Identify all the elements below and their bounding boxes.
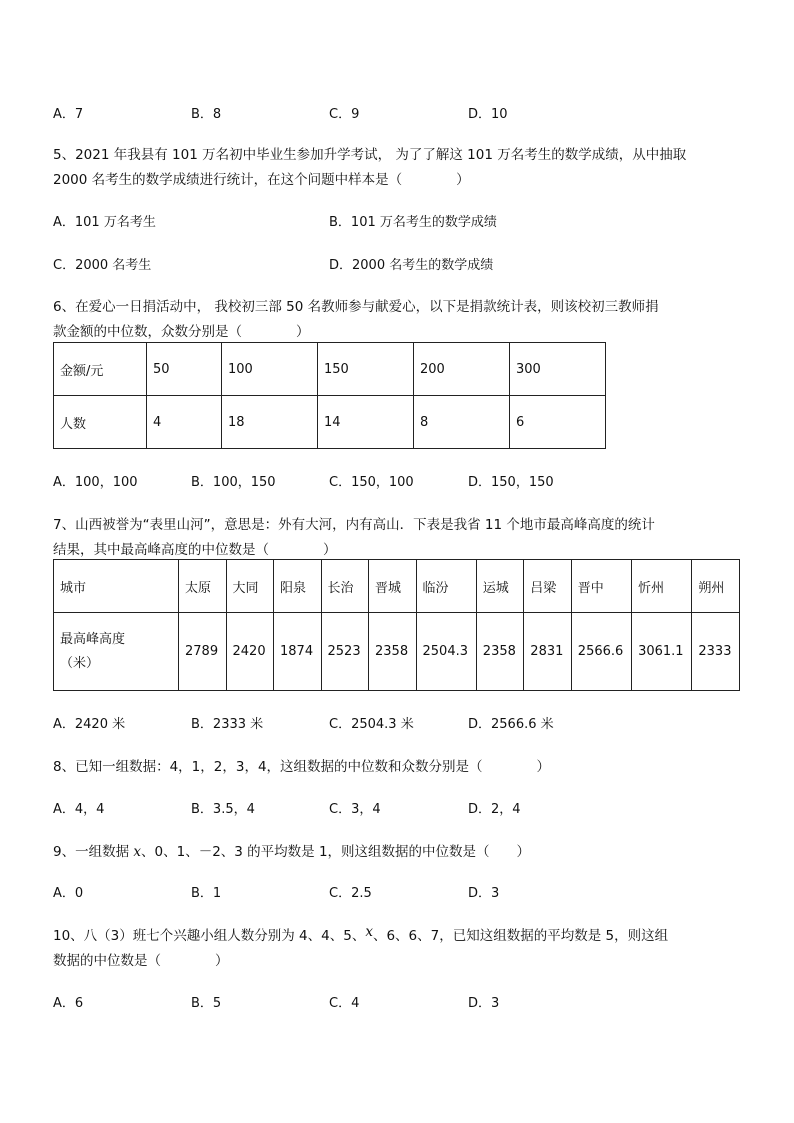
q7-option-c: C．2504.3 米 — [329, 717, 414, 732]
q6-option-a: A．100，100 — [53, 475, 138, 490]
q6-cell: 人数 — [54, 396, 147, 449]
q7-cell: 2504.3 — [416, 613, 476, 691]
q6-option-c: C．150，100 — [329, 475, 414, 490]
q9-option-a: A．0 — [53, 886, 84, 901]
q10-text-line2: 数据的中位数是（ ） — [53, 953, 229, 969]
q8-option-a: A．4，4 — [53, 802, 105, 817]
q10-option-c: C．4 — [329, 996, 360, 1011]
q4-option-d: D．10 — [468, 107, 508, 122]
q9-text-post: 、0、1、－2、3 的平均数是 1，则这组数据的中位数是（ ） — [141, 844, 531, 860]
q9-variable: x — [133, 844, 142, 860]
q6-cell: 6 — [509, 396, 605, 449]
q6-cell: 100 — [221, 343, 317, 396]
q7-option-d: D．2566.6 米 — [468, 717, 554, 732]
q7-cell: 2566.6 — [571, 613, 631, 691]
q7-cell: 2789 — [179, 613, 227, 691]
q5-option-a: A．101 万名考生 — [53, 215, 156, 230]
q8-option-c: C．3，4 — [329, 802, 381, 817]
q8-option-b: B．3.5，4 — [191, 802, 255, 817]
q7-row-label-line2: （米） — [60, 655, 100, 671]
q9-option-d: D．3 — [468, 886, 500, 901]
q6-cell: 18 — [221, 396, 317, 449]
q7-cell: 2358 — [476, 613, 524, 691]
q7-cell: 临汾 — [416, 560, 476, 613]
q10-option-d: D．3 — [468, 996, 500, 1011]
q7-cell: 朔州 — [692, 560, 740, 613]
q5-text-line2: 2000 名考生的数学成绩进行统计，在这个问题中样本是（ ） — [53, 172, 470, 188]
q8-option-d: D．2，4 — [468, 802, 521, 817]
q6-cell: 8 — [413, 396, 509, 449]
q6-cell: 300 — [509, 343, 605, 396]
q7-row-label-cell — [54, 613, 179, 691]
q7-table-header-row — [54, 560, 740, 613]
q6-cell: 150 — [317, 343, 413, 396]
q9-option-b: B．1 — [191, 886, 222, 901]
q7-cell: 城市 — [54, 560, 179, 613]
q7-cell: 2358 — [369, 613, 417, 691]
q6-cell: 4 — [147, 396, 222, 449]
q7-cell: 晋城 — [369, 560, 417, 613]
q5-option-d: D．2000 名考生的数学成绩 — [329, 258, 494, 273]
q10-text-line1 — [53, 924, 668, 944]
q7-text-line1: 7、山西被誉为“表里山河”，意思是：外有大河，内有高山．下表是我省 11 个地市最高峰高度的统计 — [53, 517, 655, 533]
q7-option-a: A．2420 米 — [53, 717, 126, 732]
q10-variable: x — [365, 924, 373, 940]
q7-cell: 2523 — [321, 613, 369, 691]
q7-text-line2: 结果，其中最高峰高度的中位数是（ ） — [53, 542, 337, 558]
q9-text-line1 — [53, 840, 530, 860]
q8-text-line1: 8、已知一组数据：4，1，2，3，4，这组数据的中位数和众数分别是（ ） — [53, 759, 551, 775]
q5-option-b: B．101 万名考生的数学成绩 — [329, 215, 497, 230]
q6-option-b: B．100，150 — [191, 475, 276, 490]
q6-cell: 金额/元 — [54, 343, 147, 396]
q9-option-c: C．2.5 — [329, 886, 372, 901]
q10-text-post: 、6、6、7，已知这组数据的平均数是 5，则这组 — [372, 928, 669, 944]
q10-option-a: A．6 — [53, 996, 84, 1011]
q4-option-b: B．8 — [191, 107, 222, 122]
q7-cell: 运城 — [476, 560, 524, 613]
q7-cell: 吕梁 — [524, 560, 572, 613]
q7-peak-table — [53, 559, 740, 691]
q6-cell: 50 — [147, 343, 222, 396]
q5-text-line1: 5、2021 年我县有 101 万名初中毕业生参加升学考试， 为了了解这 101 万名考生的数学成绩，从中抽取 — [53, 147, 687, 163]
q7-cell: 太原 — [179, 560, 227, 613]
q7-cell: 阳泉 — [274, 560, 322, 613]
q6-table-row-amount — [54, 343, 606, 396]
q4-option-a: A．7 — [53, 107, 84, 122]
q6-text-line1: 6、在爱心一日捐活动中， 我校初三部 50 名教师参与献爱心，以下是捐款统计表，则该校初三教师捐 — [53, 299, 659, 315]
q6-option-d: D．150，150 — [468, 475, 554, 490]
q6-table-row-count — [54, 396, 606, 449]
q7-option-b: B．2333 米 — [191, 717, 264, 732]
q10-text-pre: 10、八（3）班七个兴趣小组人数分别为 4、4、5、 — [53, 928, 366, 944]
q7-table-value-row — [54, 613, 740, 691]
q7-cell: 大同 — [226, 560, 274, 613]
q5-option-c: C．2000 名考生 — [53, 258, 152, 273]
q7-row-label-line1: 最高峰高度 — [60, 631, 126, 647]
q6-donation-table — [53, 342, 606, 449]
q7-cell: 3061.1 — [632, 613, 692, 691]
q9-text-pre: 9、一组数据 — [53, 844, 134, 860]
q6-text-line2: 款金额的中位数，众数分别是（ ） — [53, 324, 310, 340]
q4-option-c: C．9 — [329, 107, 360, 122]
q10-option-b: B．5 — [191, 996, 222, 1011]
q7-cell: 2420 — [226, 613, 274, 691]
q7-cell: 1874 — [274, 613, 322, 691]
q7-cell: 长治 — [321, 560, 369, 613]
q6-cell: 14 — [317, 396, 413, 449]
q7-cell: 忻州 — [632, 560, 692, 613]
q6-cell: 200 — [413, 343, 509, 396]
q7-cell: 2831 — [524, 613, 572, 691]
q7-cell: 晋中 — [571, 560, 631, 613]
q7-cell: 2333 — [692, 613, 740, 691]
